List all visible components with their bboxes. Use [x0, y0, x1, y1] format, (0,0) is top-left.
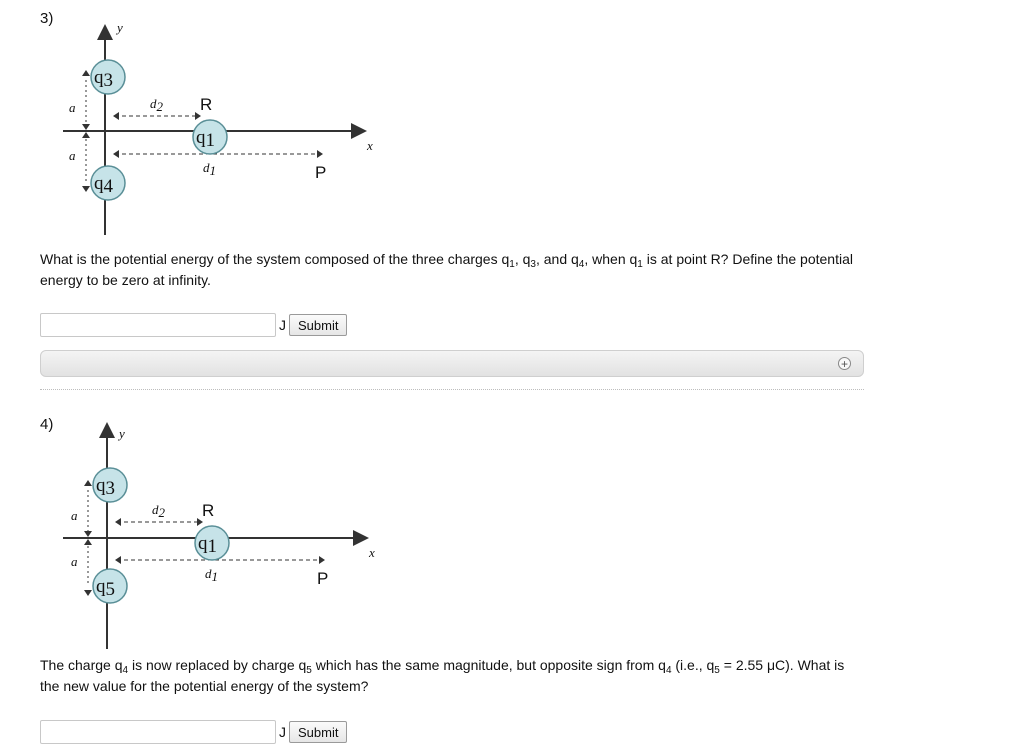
d2-label: d2	[152, 502, 165, 520]
x-axis-label: x	[369, 545, 375, 560]
section-divider	[40, 389, 864, 390]
d2-label: d2	[150, 96, 163, 114]
problem-3-question: What is the potential energy of the system composed of the three charges $q_1$, $q_3$, and $q_4$, when $q_1$ is at point R? Define the potential energy to be zero at infinity.	[40, 251, 853, 288]
a-top-label: a	[71, 508, 78, 523]
problem-3-answer-input[interactable]	[40, 313, 276, 337]
point-p-label: P	[317, 569, 329, 588]
point-r-label: R	[200, 95, 213, 114]
svg-text:q3: q3	[94, 67, 113, 91]
svg-text:q1: q1	[196, 127, 215, 151]
charge-q1	[195, 526, 229, 560]
d1-label: d1	[205, 566, 218, 584]
y-axis-label: y	[117, 20, 123, 35]
a-top-label: a	[69, 100, 76, 115]
problem-3-number: 3)	[40, 10, 54, 27]
charge-q5	[93, 569, 127, 603]
plus-icon[interactable]: +	[838, 357, 851, 370]
problem-4-unit: J	[279, 724, 286, 740]
point-p-label: P	[315, 163, 327, 182]
svg-text:q4: q4	[94, 173, 113, 197]
problem-4-diagram	[55, 416, 395, 656]
y-axis-label: y	[119, 426, 125, 441]
charge-q3	[91, 60, 125, 94]
charge-q1	[193, 120, 227, 154]
problem-4-answer-input[interactable]	[40, 720, 276, 744]
x-axis-label: x	[367, 138, 373, 153]
point-r-label: R	[202, 501, 215, 520]
svg-text:q5: q5	[96, 576, 115, 600]
a-bottom-label: a	[71, 554, 78, 569]
hint-expander-bar[interactable]	[40, 350, 864, 377]
problem-4-number: 4)	[40, 416, 54, 433]
charge-q4	[91, 166, 125, 200]
charge-q3	[93, 468, 127, 502]
problem-4-submit-button[interactable]: Submit	[289, 721, 347, 743]
problem-3-diagram	[55, 10, 395, 250]
problem-4-question: The charge $q_4$ is now replaced by charge $q_5$ which has the same magnitude, but opposite sign from $q_4$ (i.e., $q_5 = 2.55$ μC). What is the new value for the potential energy of the system?	[40, 657, 845, 694]
problem-3-submit-button[interactable]: Submit	[289, 314, 347, 336]
problem-4-answer-row	[40, 718, 347, 746]
svg-text:q3: q3	[96, 475, 115, 499]
svg-text:q1: q1	[198, 533, 217, 557]
problem-3-unit: J	[279, 317, 286, 333]
problem-3-answer-row	[40, 311, 347, 339]
d1-label: d1	[203, 160, 216, 178]
a-bottom-label: a	[69, 148, 76, 163]
